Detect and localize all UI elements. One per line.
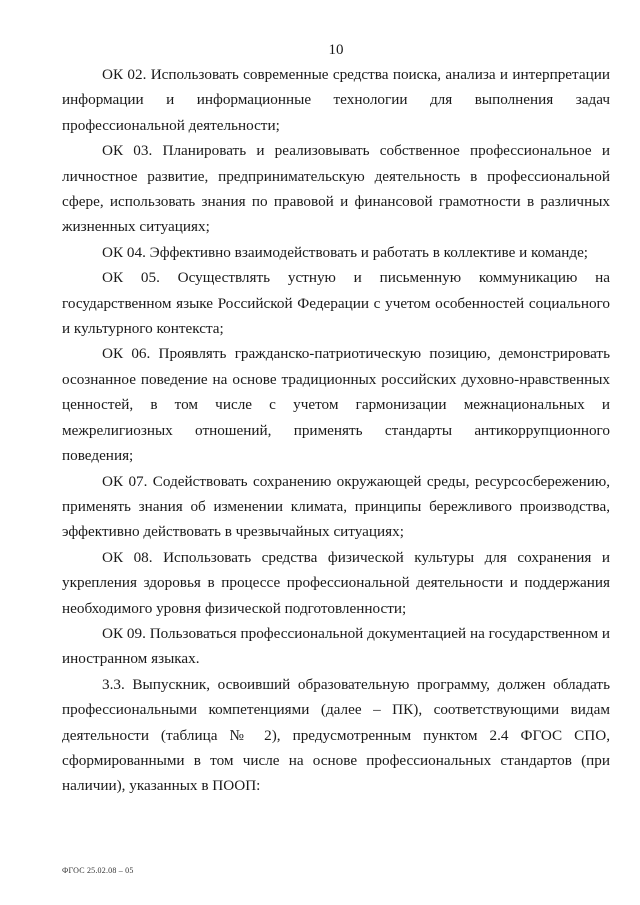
paragraph-ok-02: ОК 02. Использовать современные средства поиска, анализа и интерпретации информации и информационные технологии для выполнения задач профессиональной деятельности; <box>62 66 610 134</box>
paragraph-ok-03: ОК 03. Планировать и реализовывать собственное профессиональное и личностное развитие, предпринимательскую деятельность в профессиональной сфере, использовать знания по правовой и финансовой грамотности в различных жизненных ситуациях; <box>62 142 610 236</box>
paragraph-ok-08: ОК 08. Использовать средства физической культуры для сохранения и укрепления здоровья в процессе профессиональной деятельности и поддержания необходимого уровня физической подготовленности; <box>62 548 610 617</box>
paragraph-ok-09: ОК 09. Пользоваться профессиональной документацией на государственном и иностранном языках. <box>62 624 610 668</box>
paragraph-ok-04: ОК 04. Эффективно взаимодействовать и работать в коллективе и команде; <box>102 243 589 261</box>
paragraph-ok-07: ОК 07. Содействовать сохранению окружающей среды, ресурсосбережению, применять знания об изменении климата, принципы бережливого производства, эффективно действовать в чрезвычайных ситуациях; <box>62 472 610 541</box>
page-number: 10 <box>328 42 344 58</box>
document-body <box>62 62 610 799</box>
document-footer-code: ФГОС 25.02.08 – 05 <box>62 866 134 875</box>
paragraph-ok-06: ОК 06. Проявлять гражданско-патриотическую позицию, демонстрировать осознанное поведение на основе традиционных российских духовно-нравственных ценностей, в том числе с учетом гармонизации межнациональных и межрелигиозных отношений, применять стандарты антикоррупционного поведения; <box>62 345 610 465</box>
paragraph-3-3: 3.3. Выпускник, освоивший образовательную программу, должен обладать профессиональными компетенциями (далее – ПК), соответствующими видам деятельности (таблица № 2), предусмотренным пунктом 2.4 ФГОС СПО, сформированными в том числе на основе профессиональных стандартов (при наличии), указанных в ПООП: <box>62 675 610 795</box>
paragraph-ok-05: ОК 05. Осуществлять устную и письменную коммуникацию на государственном языке Российской Федерации с учетом особенностей социального и культурного контекста; <box>62 269 610 338</box>
